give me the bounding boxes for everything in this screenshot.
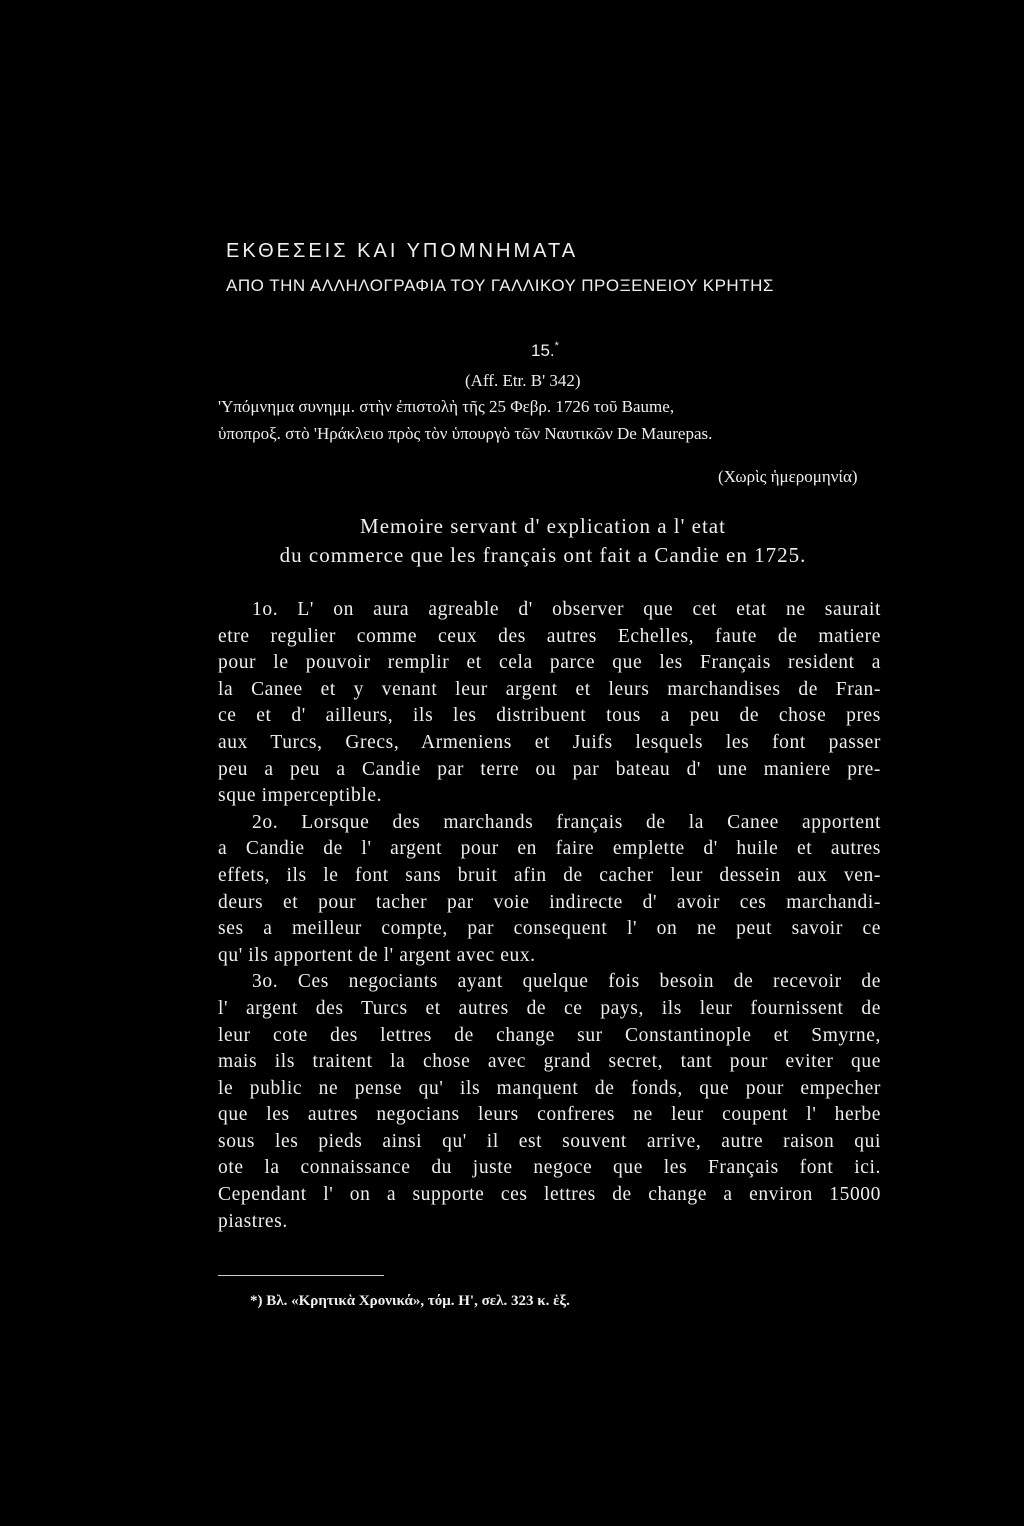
no-date-note: (Χωρὶς ἡμερομηνία) bbox=[718, 467, 858, 486]
text-line: ses a meilleur compte, par consequent l' on ne peut savoir ce bbox=[218, 918, 881, 940]
text-line: peu a peu a Candie par terre ou par bateau d' une maniere pre- bbox=[218, 758, 881, 780]
text-line: piastres. bbox=[218, 1210, 288, 1232]
archive-reference: (Aff. Etr. B' 342) bbox=[465, 371, 581, 390]
text-line: aux Turcs, Grecs, Armeniens et Juifs lesquels les font passer bbox=[218, 731, 881, 753]
footnote-marker: * bbox=[554, 340, 559, 352]
text-line: sous les pieds ainsi qu' il est souvent arrive, autre raison qui bbox=[218, 1130, 881, 1152]
text-line: effets, ils le font sans bruit afin de cacher leur dessein aux ven- bbox=[218, 864, 881, 886]
text-line: 3o. Ces negociants ayant quelque fois besoin de recevoir de bbox=[252, 971, 881, 993]
text-line: qu' ils apportent de l' argent avec eux. bbox=[218, 944, 536, 966]
memoire-title-line: du commerce que les français ont fait a Candie en 1725. bbox=[279, 543, 807, 567]
footnote-divider bbox=[218, 1275, 384, 1276]
text-line: la Canee et y venant leur argent et leurs marchandises de Fran- bbox=[218, 678, 881, 700]
text-line: etre regulier comme ceux des autres Echelles, faute de matiere bbox=[218, 625, 881, 647]
paragraph-1 bbox=[218, 597, 881, 810]
footnote: *) Βλ. «Κρητικὰ Χρονικά», τόμ. Η', σελ. 323 κ. ἑξ. bbox=[250, 1293, 570, 1309]
text-line: leur cote des lettres de change sur Constantinople et Smyrne, bbox=[218, 1024, 881, 1046]
text-line: pour le pouvoir remplir et cela parce que les Français resident a bbox=[218, 652, 881, 674]
paragraph-2 bbox=[218, 810, 881, 970]
page-header-subtitle: ΑΠΟ ΤΗΝ ΑΛΛΗΛΟΓΡΑΦΙΑ ΤΟΥ ΓΑΛΛΙΚΟΥ ΠΡΟΞΕΝΕΙΟΥ ΚΡΗΤΗΣ bbox=[226, 276, 774, 295]
document-number-value: 15. bbox=[531, 341, 555, 360]
document-note-line: ὑποπροξ. στὸ 'Ηράκλειο πρὸς τὸν ὑπουργὸ τῶν Ναυτικῶν De Maurepas. bbox=[218, 424, 713, 443]
text-line: Cependant l' on a supporte ces lettres de change a environ 15000 bbox=[218, 1184, 881, 1206]
memoire-title-line: Memoire servant d' explication a l' etat bbox=[360, 514, 726, 538]
text-line: 1o. L' on aura agreable d' observer que cet etat ne saurait bbox=[252, 599, 881, 620]
text-line: ote la connaissance du juste negoce que les Français font ici. bbox=[218, 1157, 881, 1179]
text-line: sque imperceptible. bbox=[218, 785, 383, 807]
text-line: le public ne pense qu' ils manquent de fonds, que pour empecher bbox=[218, 1077, 881, 1099]
page-header-title: ΕΚΘΕΣΕΙΣ ΚΑΙ ΥΠΟΜΝΗΜΑΤΑ bbox=[226, 240, 579, 262]
document-note-line: 'Υπόμνημα συνημμ. στὴν ἐπιστολὴ τῆς 25 Φεβρ. 1726 τοῦ Baume, bbox=[218, 397, 675, 416]
memoire-body bbox=[218, 597, 881, 1235]
text-line: ce et d' ailleurs, ils les distribuent tous a peu de chose pres bbox=[218, 705, 881, 727]
paragraph-3 bbox=[218, 969, 881, 1235]
text-line: que les autres negocians leurs confreres ne leur coupent l' herbe bbox=[218, 1104, 881, 1126]
text-line: a Candie de l' argent pour en faire emplette d' huile et autres bbox=[218, 838, 881, 860]
text-line: deurs et pour tacher par voie indirecte d' avoir ces marchandi- bbox=[218, 891, 881, 913]
text-line: l' argent des Turcs et autres de ce pays, ils leur fournissent de bbox=[218, 997, 881, 1019]
text-line: 2o. Lorsque des marchands français de la Canee apportent bbox=[252, 811, 881, 833]
document-number bbox=[531, 340, 559, 361]
text-line: mais ils traitent la chose avec grand secret, tant pour eviter que bbox=[218, 1051, 881, 1073]
